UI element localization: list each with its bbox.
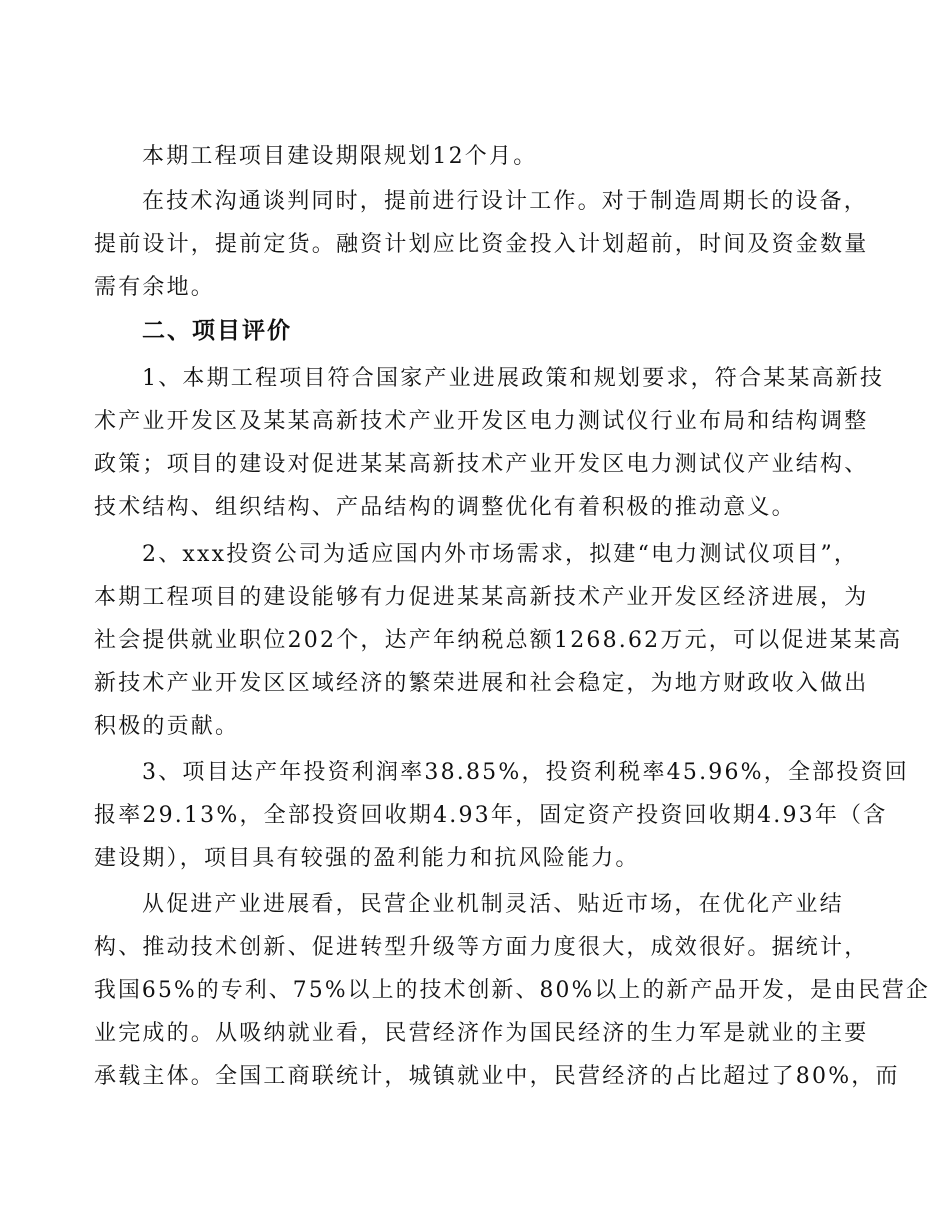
paragraph-line: 在技术沟通谈判同时，提前进行设计工作。对于制造周期长的设备， xyxy=(142,189,869,214)
paragraph-line: 技术结构、组织结构、产品结构的调整优化有着积极的推动意义。 xyxy=(94,495,796,520)
paragraph-line: 术产业开发区及某某高新技术产业开发区电力测试仪行业布局和结构调整 xyxy=(94,409,869,434)
paragraph-line: 需有余地。 xyxy=(94,275,216,300)
paragraph-line: 积极的贡献。 xyxy=(94,714,240,739)
paragraph-line: 3、项目达产年投资利润率38.85%，投资利税率45.96%，全部投资回 xyxy=(142,760,909,785)
paragraph-line: 本期工程项目的建设能够有力促进某某高新技术产业开发区经济进展，为 xyxy=(94,585,869,610)
paragraph-line: 新技术产业开发区区域经济的繁荣进展和社会稳定，为地方财政收入做出 xyxy=(94,671,869,696)
paragraph-line: 构、推动技术创新、促进转型升级等方面力度很大，成效很好。据统计， xyxy=(94,935,869,960)
paragraph-line: 承载主体。全国工商联统计，城镇就业中，民营经济的占比超过了80%，而 xyxy=(94,1064,900,1089)
paragraph-line: 社会提供就业职位202个，达产年纳税总额1268.62万元，可以促进某某高 xyxy=(94,628,903,653)
section-heading: 二、项目评价 xyxy=(142,318,292,344)
paragraph-line: 2、xxx投资公司为适应国内外市场需求，拟建“电力测试仪项目”， xyxy=(142,542,859,567)
paragraph-line: 政策；项目的建设对促进某某高新技术产业开发区电力测试仪产业结构、 xyxy=(94,452,869,477)
paragraph-line: 1、本期工程项目符合国家产业进展政策和规划要求，符合某某高新技 xyxy=(142,366,885,391)
paragraph-line: 业完成的。从吸纳就业看，民营经济作为国民经济的生力军是就业的主要 xyxy=(94,1021,869,1046)
paragraph-line: 从促进产业进展看，民营企业机制灵活、贴近市场，在优化产业结 xyxy=(142,892,844,917)
paragraph-line: 报率29.13%，全部投资回收期4.93年，固定资产投资回收期4.93年（含 xyxy=(94,803,888,828)
paragraph-line: 提前设计，提前定货。融资计划应比资金投入计划超前，时间及资金数量 xyxy=(94,232,869,257)
paragraph-line: 建设期），项目具有较强的盈利能力和抗风险能力。 xyxy=(94,846,640,871)
paragraph-line: 本期工程项目建设期限规划12个月。 xyxy=(142,144,538,169)
paragraph-line: 我国65%的专利、75%以上的技术创新、80%以上的新产品开发，是由民营企 xyxy=(94,978,931,1003)
